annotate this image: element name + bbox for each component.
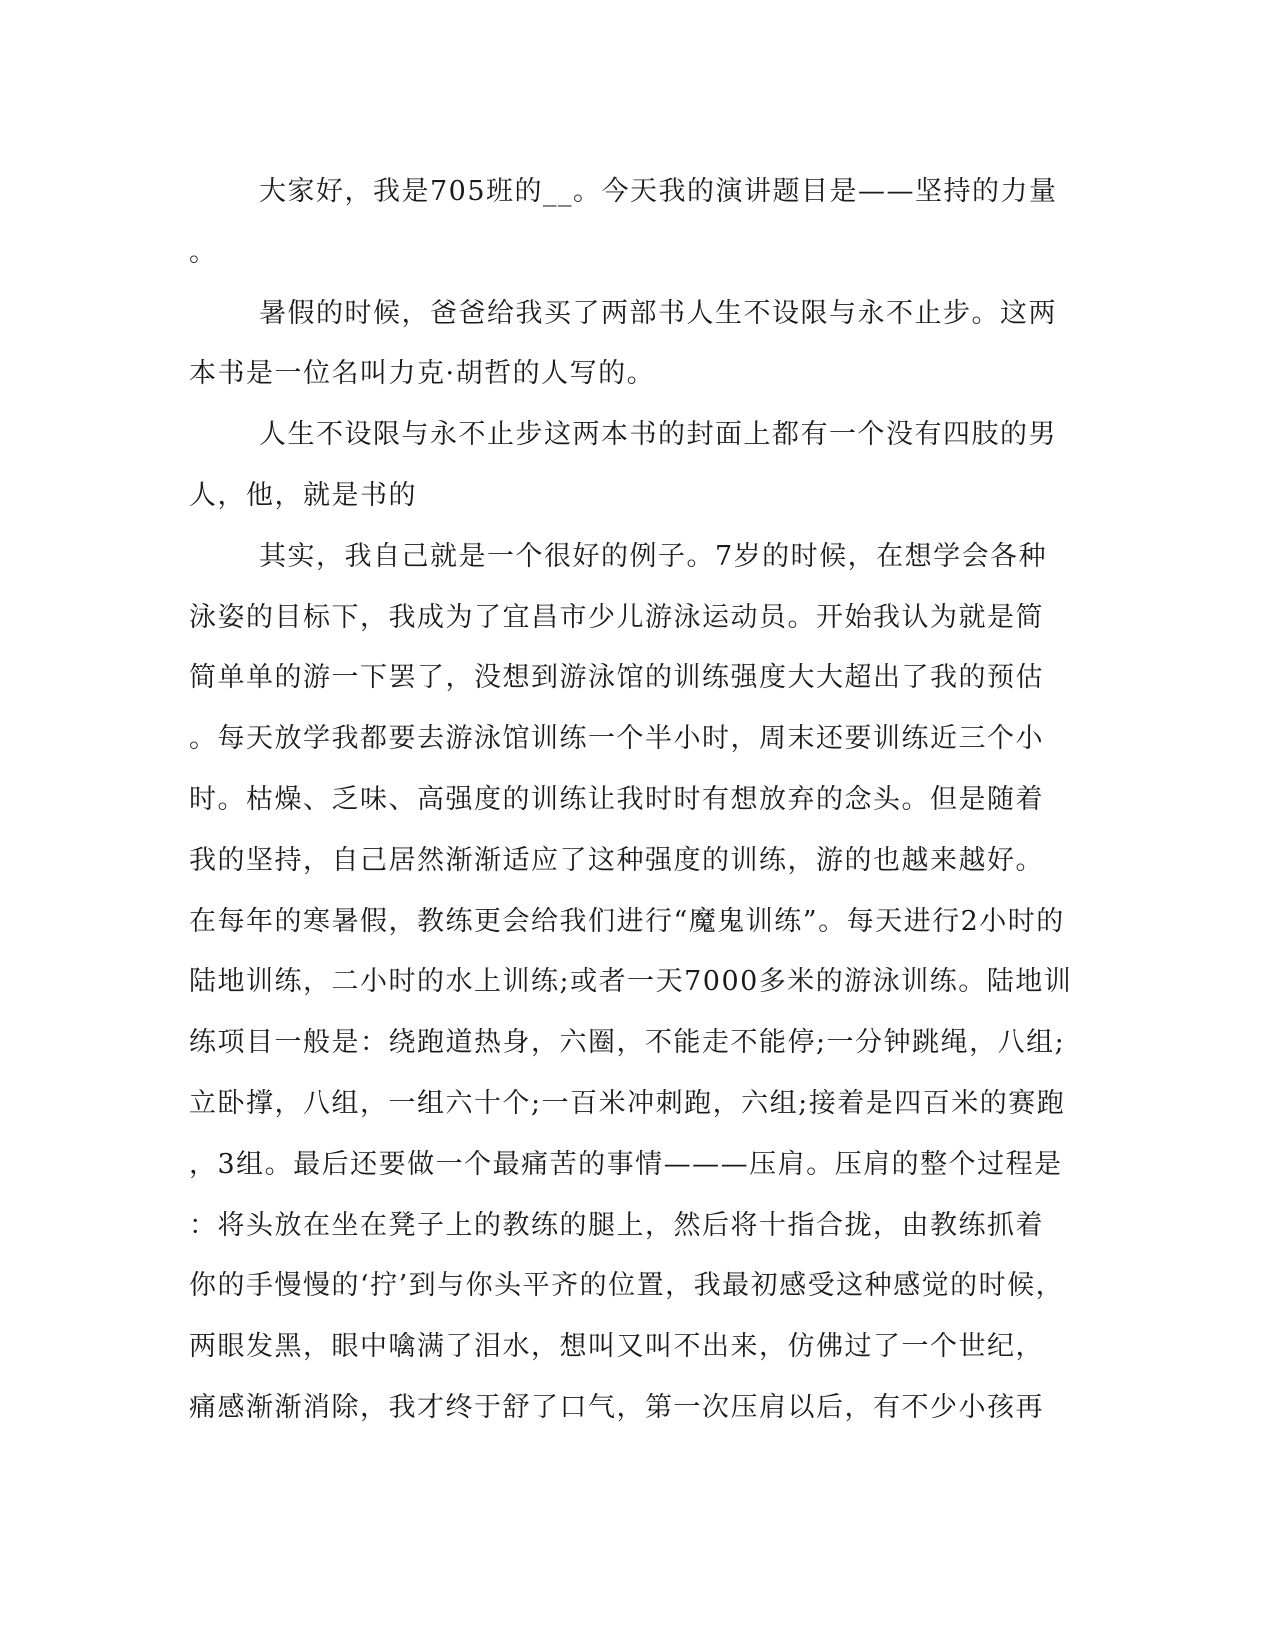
text-line: 练项目一般是：绕跑道热身，六圈，不能走不能停;一分钟跳绳，八组; [189,1027,1066,1059]
text-line: 大家好，我是705班的__。今天我的演讲题目是——坚持的力量 [259,176,1058,207]
text-line: 。 [189,236,218,268]
text-line: 你的手慢慢的‘拧’到与你头平齐的位置，我最初感受这种感觉的时候， [189,1270,1065,1302]
text-line: 人生不设限与永不止步这两本书的封面上都有一个没有四肢的男 [259,419,1057,451]
text-line: 两眼发黑，眼中噙满了泪水，想叫又叫不出来，仿佛过了一个世纪， [189,1331,1044,1363]
text-line: 立卧撑，八组，一组六十个;一百米冲刺跑，六组;接着是四百米的赛跑 [189,1087,1066,1119]
text-line: 泳姿的目标下，我成为了宜昌市少儿游泳运动员。开始我认为就是简 [189,601,1044,633]
text-line: 我的坚持，自己居然渐渐适应了这种强度的训练，游的也越来越好。 [189,844,1044,876]
text-line: 其实，我自己就是一个很好的例子。7岁的时候，在想学会各种 [259,540,1048,572]
text-line: 本书是一位名叫力克·胡哲的人写的。 [189,358,656,390]
text-line: ：将头放在坐在凳子上的教练的腿上，然后将十指合拢，由教练抓着 [189,1209,1044,1241]
text-line: ，3组。最后还要做一个最痛苦的事情———压肩。压肩的整个过程是 [189,1148,1063,1180]
paragraph [189,527,1079,1439]
paragraph [189,405,1079,527]
text-line: 在每年的寒暑假，教练更会给我们进行“魔鬼训练”。每天进行2小时的 [189,905,1065,937]
text-line: 陆地训练，二小时的水上训练;或者一天7000多米的游泳训练。陆地训 [189,966,1073,998]
text-line: 暑假的时候，爸爸给我买了两部书人生不设限与永不止步。这两 [259,297,1057,329]
paragraph [189,284,1079,406]
text-line: 人，他，就是书的 [189,479,417,511]
text-line: 时。枯燥、乏味、高强度的训练让我时时有想放弃的念头。但是随着 [189,783,1044,815]
paragraph [189,162,1079,284]
text-line: 痛感渐渐消除，我才终于舒了口气，第一次压肩以后，有不少小孩再 [189,1391,1044,1423]
document-body [189,162,1079,1439]
text-line: 。每天放学我都要去游泳馆训练一个半小时，周末还要训练近三个小 [189,723,1044,755]
text-line: 简单单的游一下罢了，没想到游泳馆的训练强度大大超出了我的预估 [189,662,1044,694]
